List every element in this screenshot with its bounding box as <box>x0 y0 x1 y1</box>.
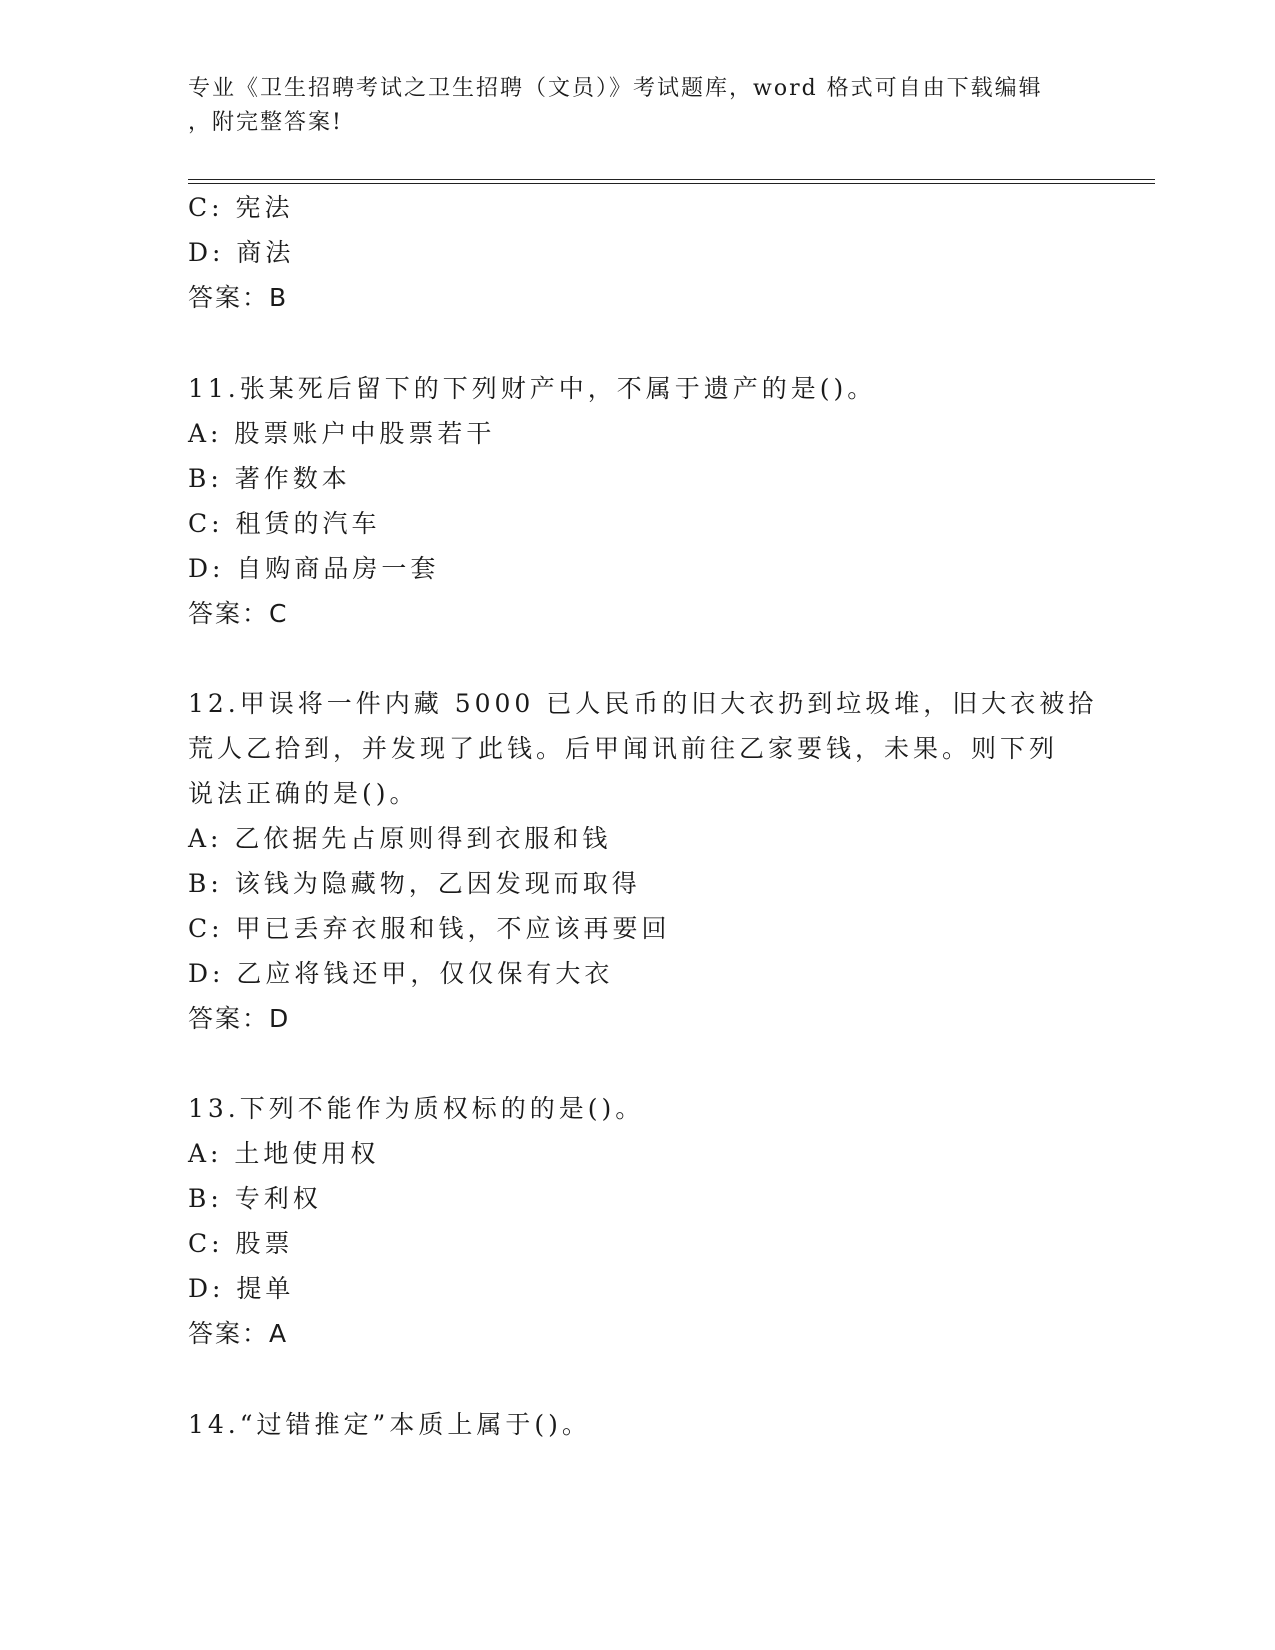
q12-stem-line-3: 说法正确的是()。 <box>188 779 419 808</box>
page-header <box>188 72 1068 140</box>
q13-option-b: B: 专利权 <box>188 1184 322 1213</box>
header-divider-top <box>188 179 1155 180</box>
q12-stem-line-1: 12.甲误将一件内藏 5000 已人民币的旧大衣扔到垃圾堆，旧大衣被拾 <box>188 689 1098 718</box>
q11-option-c: C: 租赁的汽车 <box>188 509 381 538</box>
prev-option-c: C: 宪法 <box>188 193 294 222</box>
prev-option-d: D: 商法 <box>188 238 295 267</box>
header-divider-bottom <box>188 183 1155 184</box>
header-line-2: ，附完整答案! <box>188 110 343 135</box>
q11-option-d: D: 自购商品房一套 <box>188 554 440 583</box>
prev-answer: 答案：B <box>188 283 289 312</box>
q11-answer: 答案：C <box>188 599 289 628</box>
q12-option-d: D: 乙应将钱还甲，仅仅保有大衣 <box>188 959 614 988</box>
header-line-1: 专业《卫生招聘考试之卫生招聘（文员）》考试题库，word 格式可自由下载编辑 <box>188 76 1043 101</box>
q12-stem-line-2: 荒人乙拾到，并发现了此钱。后甲闻讯前往乙家要钱，未果。则下列 <box>188 734 1059 763</box>
q13-stem: 13.下列不能作为质权标的的是()。 <box>188 1094 645 1123</box>
q11-option-a: A: 股票账户中股票若干 <box>188 419 496 448</box>
q12-option-b: B: 该钱为隐藏物，乙因发现而取得 <box>188 869 641 898</box>
q11-option-b: B: 著作数本 <box>188 464 351 493</box>
q11-stem: 11.张某死后留下的下列财产中，不属于遗产的是()。 <box>188 374 877 403</box>
q13-option-d: D: 提单 <box>188 1274 295 1303</box>
q13-answer: 答案：A <box>188 1319 289 1348</box>
q12-option-a: A: 乙依据先占原则得到衣服和钱 <box>188 824 612 853</box>
q13-option-a: A: 土地使用权 <box>188 1139 380 1168</box>
q12-answer: 答案：D <box>188 1004 291 1033</box>
q14-stem: 14.“过错推定”本质上属于()。 <box>188 1410 591 1439</box>
q12-option-c: C: 甲已丢弃衣服和钱，不应该再要回 <box>188 914 671 943</box>
q13-option-c: C: 股票 <box>188 1229 294 1258</box>
